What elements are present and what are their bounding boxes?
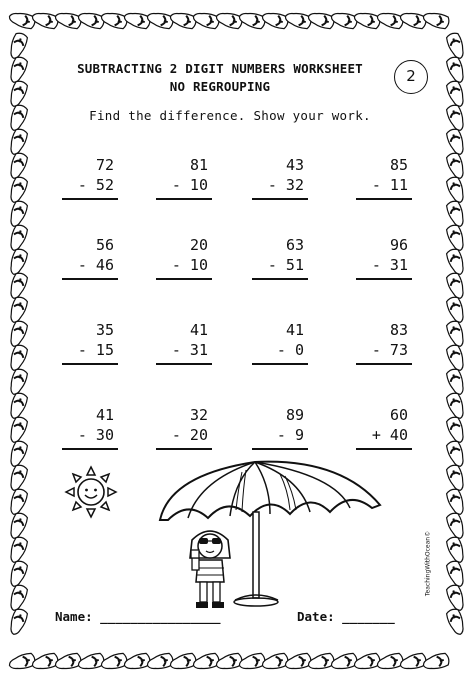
flip-flop-icon [7,223,29,252]
subtrahend: - 30 [77,426,114,444]
answer-line [252,363,308,365]
subtraction-problem [248,235,312,280]
minuend: 32 [189,406,208,424]
minuend: 56 [95,236,114,254]
flip-flop-icon [445,31,467,60]
subtraction-problem [58,405,122,450]
title-line-2: NO REGROUPING [169,79,271,94]
answer-line [356,363,412,365]
flip-flop-icon [7,295,29,324]
flip-flop-icon [77,10,106,30]
flip-flop-icon [261,652,290,672]
minuend: 41 [189,321,208,339]
problem-grid [40,155,440,445]
answer-line [156,278,212,280]
flip-flop-icon [8,652,37,672]
flip-flop-icon [445,463,467,492]
subtraction-problem [152,235,216,280]
answer-line [62,278,118,280]
flip-flop-icon [238,10,267,30]
subtraction-problem [58,155,122,200]
subtrahend: - 31 [371,256,408,274]
flip-flop-icon [8,10,37,30]
subtrahend: - 46 [77,256,114,274]
flip-flop-icon [376,10,405,30]
subtraction-problem [352,320,416,365]
subtraction-problem [352,405,416,450]
flip-flop-icon [7,175,29,204]
flip-flop-icon [123,10,152,30]
flip-flop-icon [445,367,467,396]
flip-flop-icon [445,223,467,252]
flip-flop-icon [7,199,29,228]
flip-flop-icon [7,343,29,372]
flip-flop-icon [330,652,359,672]
minuend: 60 [389,406,408,424]
flip-flop-icon [445,583,467,612]
flip-flop-icon [399,652,428,672]
subtraction-problem [248,320,312,365]
subtraction-problem [352,235,416,280]
flip-flop-icon [146,652,175,672]
subtrahend: - 10 [171,256,208,274]
flip-flop-icon [445,607,467,636]
flip-flop-icon [445,55,467,84]
flip-flop-icon [123,652,152,672]
flip-flop-icon [238,652,267,672]
flip-flop-icon [7,55,29,84]
title-line-1: SUBTRACTING 2 DIGIT NUMBERS WORKSHEET [77,61,363,76]
answer-line [156,198,212,200]
subtraction-problem [58,235,122,280]
subtraction-problem [248,405,312,450]
flip-flop-icon [445,439,467,468]
minuend: 83 [389,321,408,339]
answer-line [62,363,118,365]
flip-flop-icon [7,607,29,636]
subtrahend: - 31 [171,341,208,359]
girl-with-popsicle-icon [182,520,238,610]
subtraction-problem [152,405,216,450]
subtrahend: - 10 [171,176,208,194]
subtrahend: - 11 [371,176,408,194]
flip-flop-icon [7,127,29,156]
flip-flop-icon [422,652,451,672]
subtrahend: - 32 [267,176,304,194]
flip-flop-icon [31,10,60,30]
flip-flop-icon [307,652,336,672]
subtraction-problem [248,155,312,200]
flip-flop-icon [7,535,29,564]
flip-flop-icon [169,652,198,672]
flip-flop-icon [100,10,129,30]
flip-flop-icon [7,367,29,396]
flip-flop-icon [445,319,467,348]
minuend: 81 [189,156,208,174]
flip-flop-icon [445,535,467,564]
answer-line [62,448,118,450]
credit-text: TeachingWithOcean© [424,530,432,597]
flip-flop-icon [445,391,467,420]
flip-flop-icon [445,295,467,324]
answer-line [62,198,118,200]
flip-flop-icon [100,652,129,672]
minuend: 89 [285,406,304,424]
answer-line [156,363,212,365]
subtrahend: - 0 [276,341,304,359]
flip-flop-icon [54,652,83,672]
flip-flop-icon [7,463,29,492]
minuend: 43 [285,156,304,174]
subtrahend: - 15 [77,341,114,359]
flip-flop-icon [215,652,244,672]
minuend: 72 [95,156,114,174]
flip-flop-icon [284,10,313,30]
subtraction-problem [152,320,216,365]
flip-flop-icon [7,439,29,468]
flip-flop-icon [7,391,29,420]
flip-flop-icon [31,652,60,672]
instructions: Find the difference. Show your work. [89,108,371,123]
flip-flop-icon [77,652,106,672]
subtrahend: - 51 [267,256,304,274]
sun-icon [62,463,120,521]
flip-flop-icon [307,10,336,30]
name-field[interactable]: Name: ________________ [55,609,221,624]
flip-flop-icon [192,10,221,30]
flip-flop-icon [399,10,428,30]
flip-flop-icon [445,151,467,180]
flip-flop-icon [54,10,83,30]
minuend: 85 [389,156,408,174]
flip-flop-icon [7,79,29,108]
flip-flop-icon [7,151,29,180]
flip-flop-icon [445,271,467,300]
subtrahend: - 52 [77,176,114,194]
minuend: 20 [189,236,208,254]
flip-flop-icon [445,415,467,444]
flip-flop-icon [445,79,467,108]
answer-line [356,198,412,200]
flip-flop-icon [445,199,467,228]
answer-line [252,198,308,200]
subtrahend: + 40 [371,426,408,444]
worksheet-title [40,60,400,96]
flip-flop-icon [376,652,405,672]
flip-flop-icon [7,319,29,348]
flip-flop-icon [7,583,29,612]
flip-flop-icon [445,487,467,516]
flip-flop-icon [353,10,382,30]
flip-flop-icon [7,103,29,132]
minuend: 41 [95,406,114,424]
credit-box [418,520,432,620]
flip-flop-icon [169,10,198,30]
flip-flop-icon [445,175,467,204]
answer-line [356,278,412,280]
flip-flop-icon [7,559,29,588]
flip-flop-icon [330,10,359,30]
flip-flop-icon [192,652,221,672]
flip-flop-icon [7,247,29,276]
subtraction-problem [352,155,416,200]
flip-flop-icon [261,10,290,30]
minuend: 35 [95,321,114,339]
minuend: 63 [285,236,304,254]
flip-flop-icon [445,247,467,276]
subtrahend: - 73 [371,341,408,359]
page-number-badge: 2 [394,60,428,94]
flip-flop-icon [215,10,244,30]
subtrahend: - 9 [276,426,304,444]
answer-line [252,278,308,280]
flip-flop-icon [445,559,467,588]
subtraction-problem [58,320,122,365]
minuend: 96 [389,236,408,254]
flip-flop-icon [445,343,467,372]
flip-flop-icon [284,652,313,672]
flip-flop-icon [7,511,29,540]
flip-flop-icon [445,103,467,132]
flip-flop-icon [146,10,175,30]
minuend: 41 [285,321,304,339]
flip-flop-icon [445,127,467,156]
flip-flop-icon [353,652,382,672]
flip-flop-icon [445,511,467,540]
flip-flop-icon [422,10,451,30]
flip-flop-icon [7,487,29,516]
date-field[interactable]: Date: _______ [297,609,395,624]
flip-flop-icon [7,31,29,60]
subtrahend: - 20 [171,426,208,444]
flip-flop-icon [7,415,29,444]
subtraction-problem [152,155,216,200]
flip-flop-icon [7,271,29,300]
